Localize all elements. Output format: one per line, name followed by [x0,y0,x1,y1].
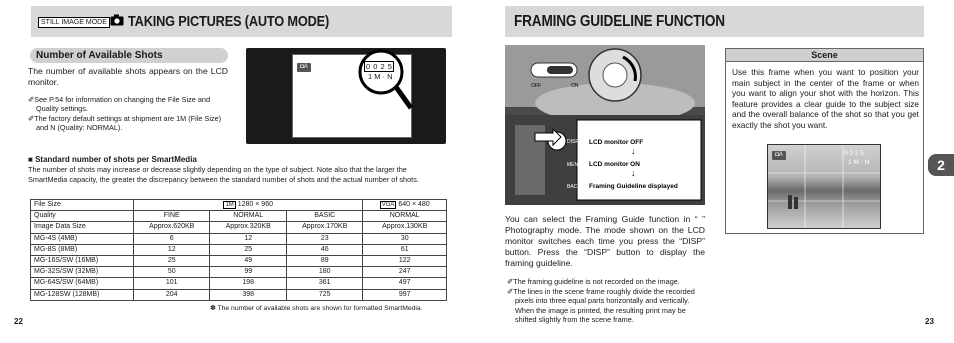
table-cell: FINE [134,211,210,222]
table-cell: 180 [286,267,362,278]
scene-size-quality: 1 M · N [848,159,870,166]
chapter-tab[interactable]: 2 [928,154,954,176]
page-number-left: 22 [14,317,23,326]
note-2: ✐The factory default settings at shipment are 1M (File Size) and N (Quality: NORMAL). [28,114,222,133]
table-cell: 122 [363,255,447,266]
table-cell: NORMAL [210,211,286,222]
table-cell: File Size [31,200,134,211]
table-cell: 101 [134,278,210,289]
table-cell: 46 [286,244,362,255]
menu-button-label: MENU [567,162,582,168]
size-1m-badge: 1M [225,202,234,209]
table-cell: MG-16S/SW (16MB) [31,255,134,266]
camera-illustration [505,45,705,205]
flow-step-off: LCD monitor OFF [589,139,644,146]
table-cell: 25 [134,255,210,266]
table-cell: 12 [134,244,210,255]
table-cell: 198 [210,278,286,289]
table-cell: Approx.620KB [134,222,210,233]
intro-text: The number of available shots appears on the LCD monitor. [28,66,228,87]
dial-off-label: OFF [531,83,541,89]
table-cell: 997 [363,289,447,300]
back-button-label: BACK [567,184,581,190]
camera-top-svg [505,45,705,205]
size-vga-badge: VGA [381,202,395,209]
scene-heading: Scene [726,49,923,62]
page-title-right: FRAMING GUIDELINE FUNCTION [514,13,725,30]
scene-box [725,48,924,234]
note-icon: ✐ [28,114,35,123]
flow-step-guideline: Framing Guideline displayed [589,183,678,190]
camera-icon [110,14,124,26]
table-row [31,255,447,266]
dial-on-label: ON [571,83,579,89]
table-cell: MG-64S/SW (64MB) [31,278,134,289]
table-cell: Approx.320KB [210,222,286,233]
camera-auto-icon: ◘A [772,151,786,160]
right-body-text: You can select the Framing Guide function in “ ” Photography mode. The mode shown on the LCD monitor switches each time you press the “DISP” button. Press the “DISP” button to display the framing guideline. [505,214,705,268]
table-row [31,211,447,222]
table-footnote: ✽ The number of available shots are shown for formatted SmartMedia. [210,305,423,312]
table-cell: 725 [286,289,362,300]
table-cell: MG-32S/SW (32MB) [31,267,134,278]
note-1: ✐See P.54 for information on changing the File Size and Quality settings. [28,95,211,114]
table-row [31,200,447,211]
table-row [31,244,447,255]
camera-auto-icon: ◘A [297,63,311,72]
table-cell: Approx.130KB [363,222,447,233]
table-cell: VGA 640 × 480 [363,200,447,211]
table-cell: 6 [134,233,210,244]
table-row [31,278,447,289]
table-cell: 247 [363,267,447,278]
scene-text: Use this frame when you want to position your main subject in the center of the frame or when you want to align your shot with the horizon. This feature provides a clear guide to the subject size and the overall balance of the shot so that you get exactly the shot you want. [732,67,919,130]
table-cell: 89 [286,255,362,266]
table-cell: 497 [363,278,447,289]
table-cell: 361 [286,278,362,289]
table-cell: MG-8S (8MB) [31,244,134,255]
flow-step-on: LCD monitor ON [589,161,640,168]
page-title-left: TAKING PICTURES (AUTO MODE) [128,13,330,30]
table-cell: Approx.170KB [286,222,362,233]
right-note-1: ✐The framing guideline is not recorded on the image. [507,277,680,286]
table-cell: BASIC [286,211,362,222]
table-cell: 25 [210,244,286,255]
table-cell: 30 [363,233,447,244]
lcd-illustration [246,48,446,144]
table-cell: 50 [134,267,210,278]
table-row [31,233,447,244]
table-cell: 12 [210,233,286,244]
table-cell: 204 [134,289,210,300]
std-text: The number of shots may increase or decrease slightly depending on the type of subject. Note also that the larger the SmartMedia capacity, the greater the discrepancy between the standard number of shots and the actual number of shots. [28,165,419,184]
table-cell: Image Data Size [31,222,134,233]
table-cell: 23 [286,233,362,244]
arrow-down-icon: ↓ [631,146,636,156]
note-icon: ✐ [28,95,35,104]
scene-frame-image [767,144,881,229]
arrow-down-icon: ↓ [631,168,636,178]
table-row [31,267,447,278]
std-heading: ■ Standard number of shots per SmartMedia [28,155,197,164]
table-cell: 398 [210,289,286,300]
lcd-counter: 0 0 2 5 [366,62,393,71]
table-cell: 49 [210,255,286,266]
scene-counter: 0 0 2 5 [844,150,864,157]
still-image-mode-badge: STILL IMAGE MODE [38,17,110,28]
disp-button-label: DISP [567,139,579,145]
table-cell: MG-4S (4MB) [31,233,134,244]
right-note-2: ✐The lines in the scene frame roughly divide the recorded pixels into three equal parts horizontally and vertically. When the image is printed, the resulting print may be shifted slightly from the scene frame. [507,287,695,324]
table-cell: Quality [31,211,134,222]
shots-table [30,199,447,301]
note-icon: ✐ [507,277,514,286]
section-heading: Number of Available Shots [30,48,228,63]
table-cell: 1M 1280 × 960 [134,200,363,211]
table-cell: NORMAL [363,211,447,222]
lcd-size-quality: 1 M · N [368,72,393,81]
table-row [31,222,447,233]
table-cell: MG-128SW (128MB) [31,289,134,300]
page-number-right: 23 [925,317,934,326]
table-cell: 99 [210,267,286,278]
square-bullet-icon: ■ [28,155,36,164]
table-cell: 61 [363,244,447,255]
table-row [31,289,447,300]
note-icon: ✐ [507,287,514,296]
